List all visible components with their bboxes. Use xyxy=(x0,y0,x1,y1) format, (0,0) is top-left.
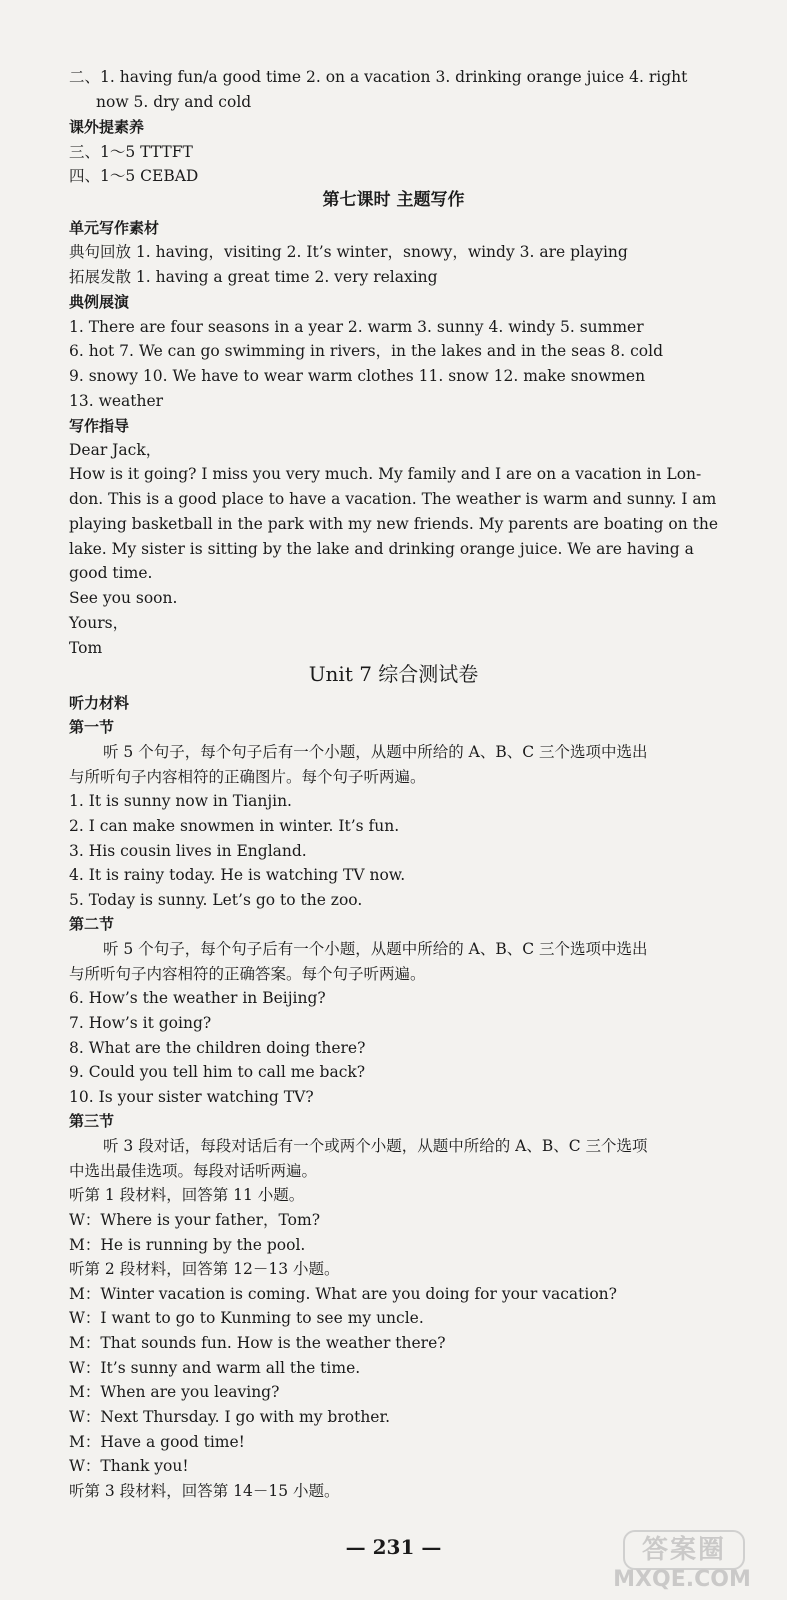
letter-line: don. This is a good place to have a vacation. The weather is warm and sunny. I am xyxy=(69,490,717,508)
dialogue-line: M：That sounds fun. How is the weather there? xyxy=(69,1334,446,1352)
section-label: 第二节 xyxy=(69,915,115,933)
dialogue-line: W：Thank you! xyxy=(69,1457,189,1475)
letter-line: Yours， xyxy=(69,614,129,632)
watermark-url: MXQE.COM xyxy=(613,1567,751,1592)
section-label: 课外提素养 xyxy=(69,118,145,136)
sentence-line: 10. Is your sister watching TV? xyxy=(69,1088,314,1106)
sentence-line: 5. Today is sunny. Let’s go to the zoo. xyxy=(69,891,363,909)
letter-line: Tom xyxy=(69,639,103,657)
section-label: 写作指导 xyxy=(69,417,130,435)
material-label: 听第 1 段材料，回答第 11 小题。 xyxy=(69,1186,305,1204)
dialogue-line: M：Have a good time! xyxy=(69,1433,245,1451)
section-label: 听力材料 xyxy=(69,694,130,712)
answer-line: 6. hot 7. We can go swimming in rivers，in the lakes and in the seas 8. cold xyxy=(69,342,664,360)
answer-line: 1. There are four seasons in a year 2. warm 3. sunny 4. windy 5. summer xyxy=(69,318,644,336)
material-label: 听第 3 段材料，回答第 14－15 小题。 xyxy=(69,1482,340,1500)
section-label: 第三节 xyxy=(69,1112,115,1130)
section-label: 第一节 xyxy=(69,718,115,736)
watermark xyxy=(587,1530,777,1592)
sentence-line: 3. His cousin lives in England. xyxy=(69,842,307,860)
sentence-line: 2. I can make snowmen in winter. It’s fun. xyxy=(69,817,400,835)
letter-line: good time. xyxy=(69,564,153,582)
material-label: 听第 2 段材料，回答第 12－13 小题。 xyxy=(69,1260,340,1278)
sentence-line: 8. What are the children doing there? xyxy=(69,1039,366,1057)
dialogue-line: M：He is running by the pool. xyxy=(69,1236,306,1254)
sentence-line: 4. It is rainy today. He is watching TV now. xyxy=(69,866,406,884)
answer-line: 二、1. having fun/a good time 2. on a vacation 3. drinking orange juice 4. right xyxy=(69,68,688,86)
dialogue-line: W：Next Thursday. I go with my brother. xyxy=(69,1408,391,1426)
instruction-line: 与所听句子内容相符的正确图片。每个句子听两遍。 xyxy=(69,768,426,786)
answer-line: 拓展发散 1. having a great time 2. very relaxing xyxy=(69,268,438,286)
dialogue-line: M：When are you leaving? xyxy=(69,1383,280,1401)
unit-heading: Unit 7 综合测试卷 xyxy=(308,662,479,686)
letter-line: playing basketball in the park with my new friends. My parents are boating on the xyxy=(69,515,719,533)
sentence-line: 7. How’s it going? xyxy=(69,1014,212,1032)
answer-line: 典句回放 1. having，visiting 2. It’s winter，snowy，windy 3. are playing xyxy=(69,243,628,261)
letter-line: lake. My sister is sitting by the lake and drinking orange juice. We are having a xyxy=(69,540,694,558)
dialogue-line: W：Where is your father，Tom? xyxy=(69,1211,321,1229)
page-number: — 231 — xyxy=(345,1535,442,1559)
section-label: 单元写作素材 xyxy=(69,219,160,237)
letter-line: How is it going? I miss you very much. My family and I are on a vacation in Lon- xyxy=(69,465,702,483)
dialogue-line: M：Winter vacation is coming. What are you doing for your vacation? xyxy=(69,1285,617,1303)
lesson-heading: 第七课时 主题写作 xyxy=(322,190,465,210)
instruction-line: 与所听句子内容相符的正确答案。每个句子听两遍。 xyxy=(69,965,426,983)
answer-line: 三、1～5 TTTFT xyxy=(69,143,193,161)
answer-line: now 5. dry and cold xyxy=(96,93,252,111)
answer-line: 四、1～5 CEBAD xyxy=(69,167,199,185)
instruction-line: 中选出最佳选项。每段对话听两遍。 xyxy=(69,1162,318,1180)
answer-line: 13. weather xyxy=(69,392,164,410)
sentence-line: 1. It is sunny now in Tianjin. xyxy=(69,792,292,810)
answer-line: 9. snowy 10. We have to wear warm clothes 11. snow 12. make snowmen xyxy=(69,367,646,385)
letter-line: Dear Jack， xyxy=(69,441,162,459)
dialogue-line: W：I want to go to Kunming to see my uncle. xyxy=(69,1309,424,1327)
letter-line: See you soon. xyxy=(69,589,178,607)
dialogue-line: W：It’s sunny and warm all the time. xyxy=(69,1359,361,1377)
sentence-line: 6. How’s the weather in Beijing? xyxy=(69,989,326,1007)
watermark-logo: 答案圈 xyxy=(623,1530,745,1570)
sentence-line: 9. Could you tell him to call me back? xyxy=(69,1063,366,1081)
instruction-line: 听 5 个句子，每个句子后有一个小题，从题中所给的 A、B、C 三个选项中选出 xyxy=(103,743,648,761)
instruction-line: 听 5 个句子，每个句子后有一个小题，从题中所给的 A、B、C 三个选项中选出 xyxy=(103,940,648,958)
section-label: 典例展演 xyxy=(69,293,130,311)
instruction-line: 听 3 段对话，每段对话后有一个或两个小题，从题中所给的 A、B、C 三个选项 xyxy=(103,1137,648,1155)
